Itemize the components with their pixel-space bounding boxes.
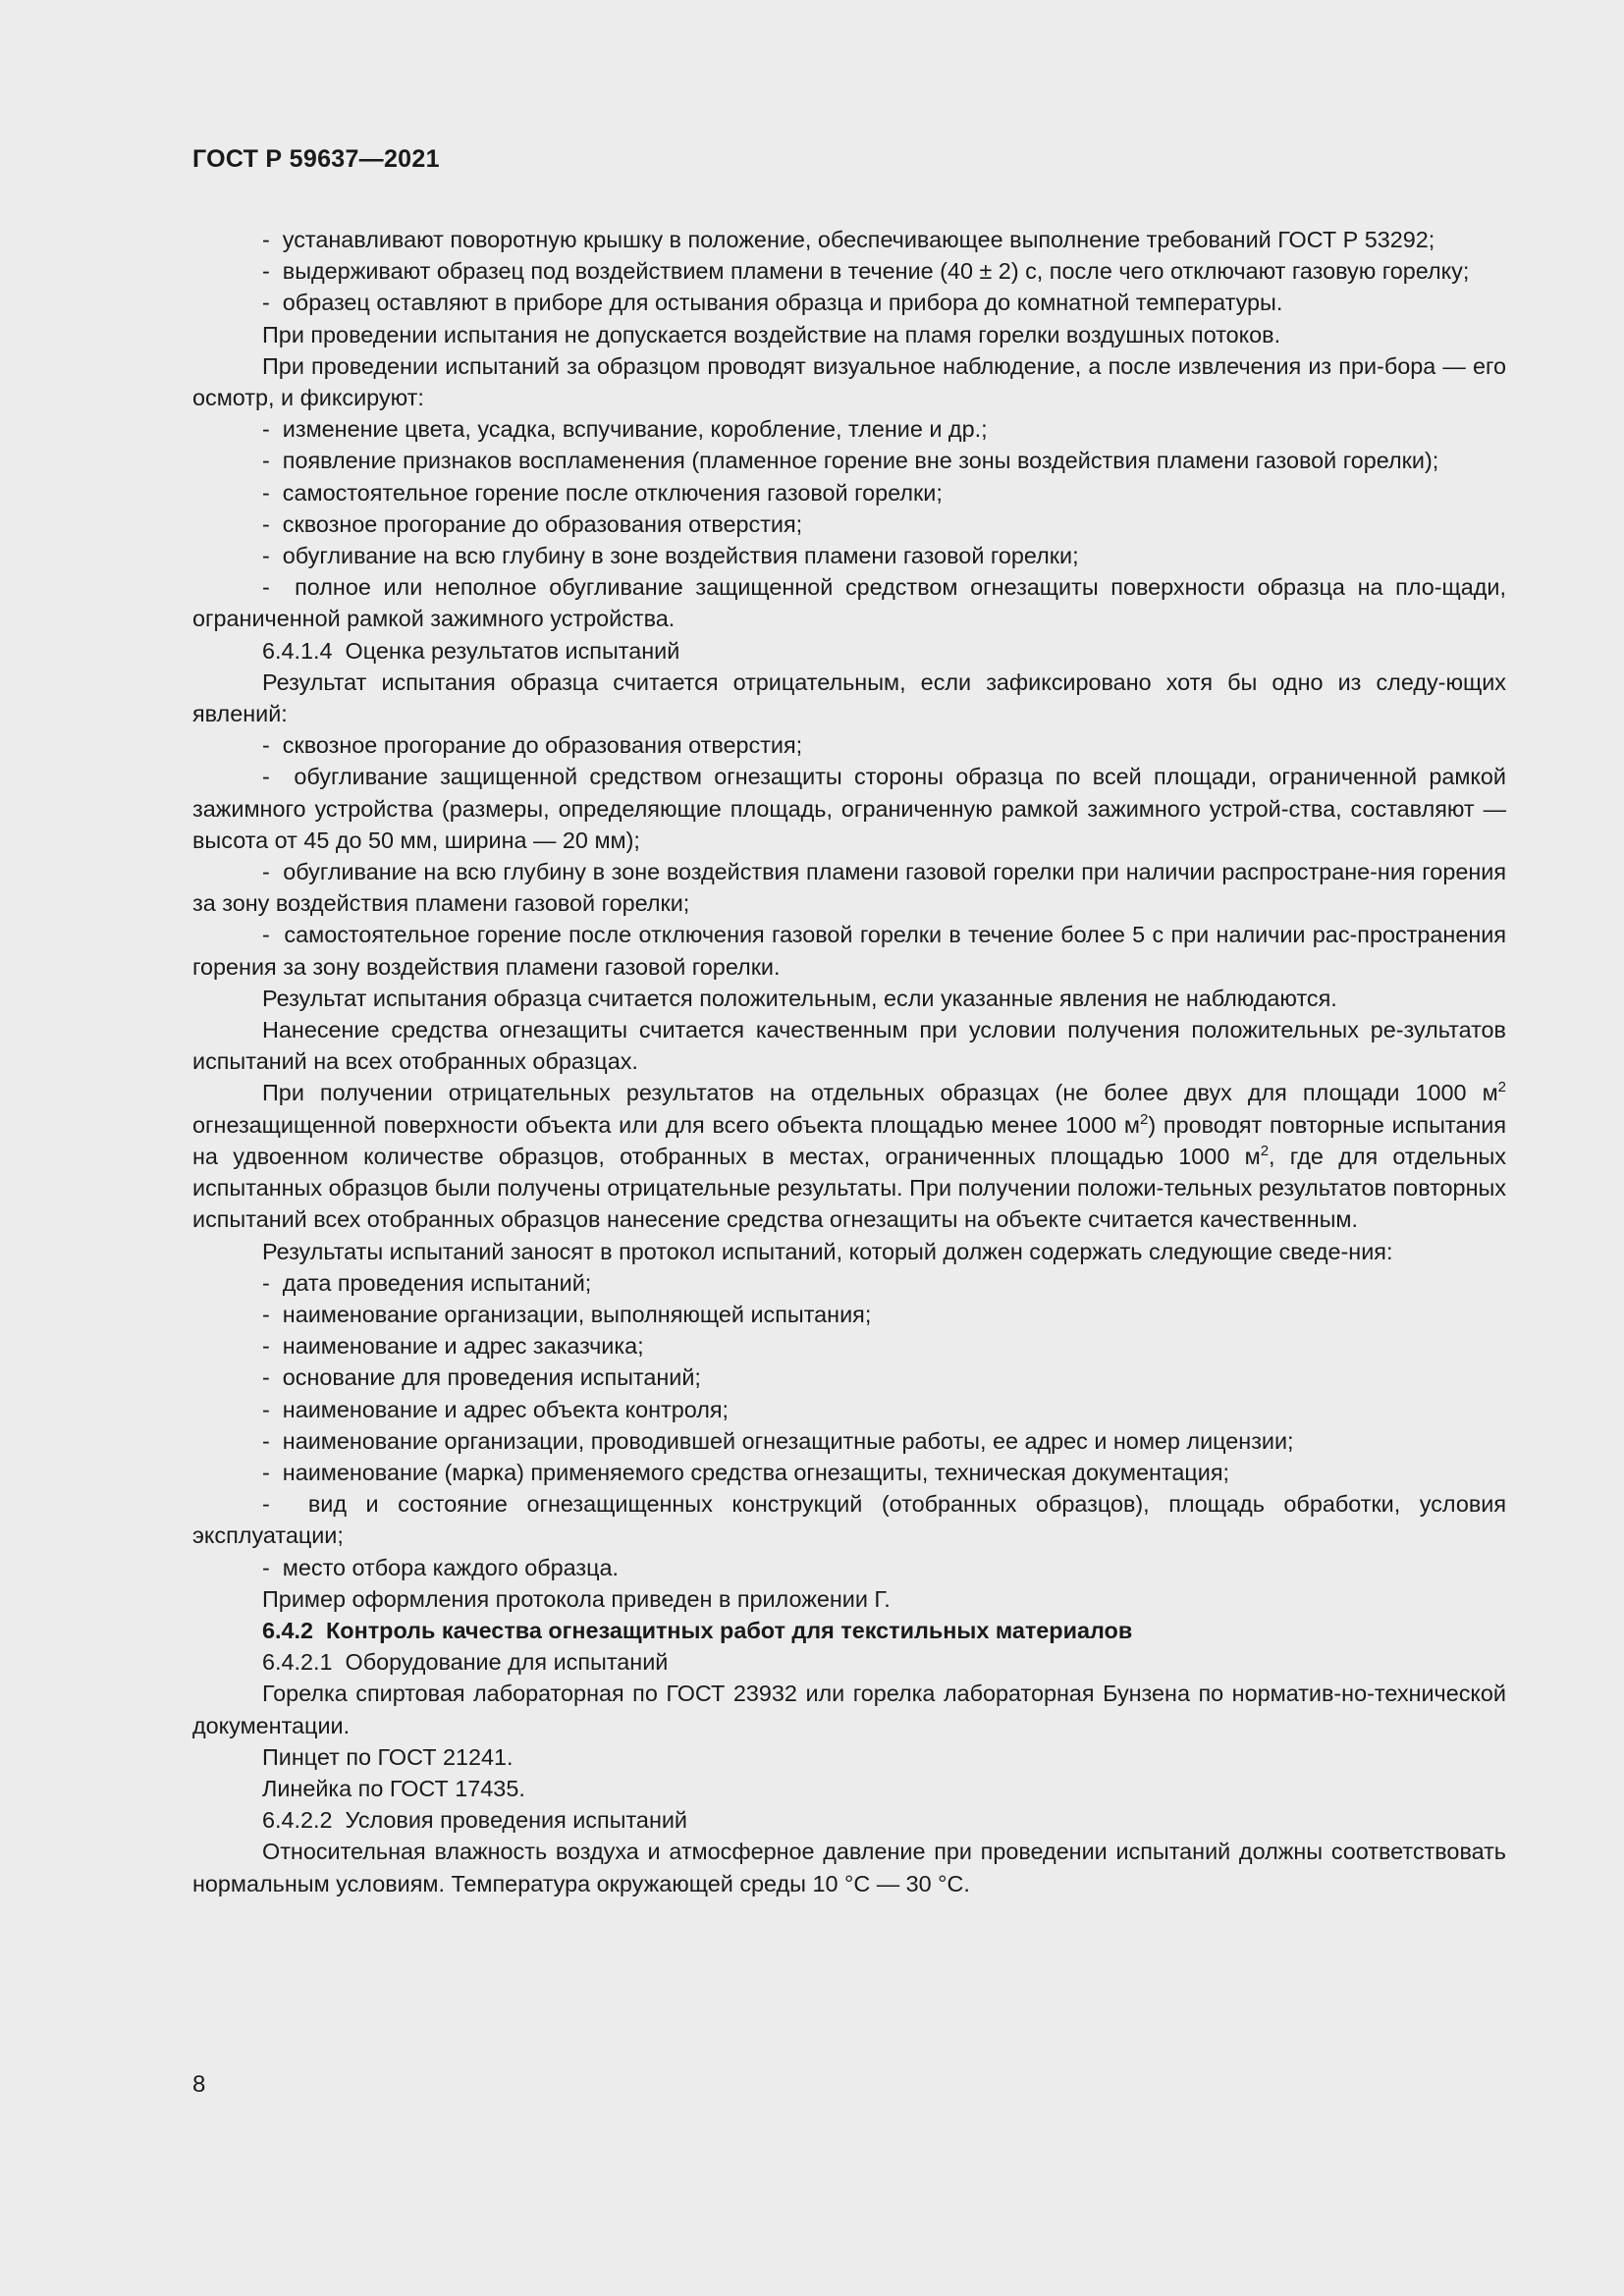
paragraph: - полное или неполное обугливание защищенной средством огнезащиты поверхности образца на пло-щади, ограниченной рамкой зажимного устройства. bbox=[192, 574, 1513, 632]
paragraph: - сквозное прогорание до образования отверстия; bbox=[262, 510, 803, 537]
paragraph: - наименование и адрес объекта контроля; bbox=[262, 1396, 730, 1422]
paragraph: Нанесение средства огнезащиты считается качественным при условии получения положительных ре-зультатов испытаний на всех отобранных образцах. bbox=[192, 1017, 1513, 1075]
paragraph: - устанавливают поворотную крышку в положение, обеспечивающее выполнение требований ГОСТ Р 53292; bbox=[262, 227, 1435, 252]
paragraph: Результат испытания образца считается положительным, если указанные явления не наблюдаются. bbox=[262, 985, 1337, 1011]
document-body bbox=[192, 224, 1513, 1899]
paragraph: - сквозное прогорание до образования отверстия; bbox=[262, 732, 803, 759]
paragraph: - дата проведения испытаний; bbox=[262, 1269, 592, 1296]
paragraph: Пинцет по ГОСТ 21241. bbox=[262, 1743, 514, 1770]
section-heading: 6.4.1.4 Оценка результатов испытаний bbox=[262, 637, 680, 664]
paragraph: - самостоятельное горение после отключения газовой горелки в течение более 5 с при наличии рас-пространения горения за зону воздействия пламени газовой горелки. bbox=[192, 922, 1513, 980]
section-heading: 6.4.2.1 Оборудование для испытаний bbox=[262, 1649, 669, 1676]
text-run: огнезащищенной поверхности объекта или для всего объекта площадью менее 1000 м bbox=[192, 1080, 1513, 1138]
paragraph-with-superscripts bbox=[192, 1077, 1513, 1235]
paragraph: - обугливание на всю глубину в зоне воздействия пламени газовой горелки; bbox=[262, 543, 1079, 569]
superscript: 2 bbox=[1260, 1142, 1270, 1159]
section-heading: 6.4.2.2 Условия проведения испытаний bbox=[262, 1807, 687, 1834]
paragraph: Горелка спиртовая лабораторная по ГОСТ 23932 или горелка лабораторная Бунзена по норматив-но-технической документации. bbox=[192, 1681, 1513, 1738]
text-run: ) проводят повторные испытания на удвоенном количестве образцов, отобранных в местах, ограниченных площадью 1000 м bbox=[192, 1111, 1513, 1169]
paragraph: Относительная влажность воздуха и атмосферное давление при проведении испытаний должны соответствовать нормальным условиям. Температура окружающей среды 10 °С — 30 °С. bbox=[192, 1839, 1513, 1896]
paragraph: - наименование и адрес заказчика; bbox=[262, 1333, 644, 1360]
page-header: ГОСТ Р 59637—2021 bbox=[192, 145, 440, 173]
paragraph: Результаты испытаний заносят в протокол испытаний, который должен содержать следующие сведе-ния: bbox=[262, 1238, 1393, 1264]
paragraph: При проведении испытаний за образцом проводят визуальное наблюдение, а после извлечения из при-бора — его осмотр, и фиксируют: bbox=[192, 352, 1513, 411]
subsection-heading: 6.4.2 Контроль качества огнезащитных работ для текстильных материалов bbox=[262, 1617, 1133, 1643]
paragraph: - место отбора каждого образца. bbox=[262, 1554, 620, 1580]
paragraph: Линейка по ГОСТ 17435. bbox=[262, 1775, 525, 1801]
paragraph: Пример оформления протокола приведен в приложении Г. bbox=[262, 1585, 891, 1612]
page-number: 8 bbox=[192, 2071, 206, 2098]
paragraph: - изменение цвета, усадка, вспучивание, коробление, тление и др.; bbox=[262, 416, 988, 443]
paragraph: - основание для проведения испытаний; bbox=[262, 1364, 701, 1391]
paragraph: При проведении испытания не допускается воздействие на пламя горелки воздушных потоков. bbox=[262, 321, 1281, 347]
superscript: 2 bbox=[1139, 1110, 1149, 1128]
paragraph: - выдерживают образец под воздействием пламени в течение (40 ± 2) с, после чего отключают газовую горелку; bbox=[262, 258, 1470, 285]
paragraph: - наименование (марка) применяемого средства огнезащиты, техническая документация; bbox=[262, 1459, 1229, 1485]
text-run: При получении отрицательных результатов на отдельных образцах (не более двух для площади 1000 м bbox=[262, 1080, 1498, 1106]
paragraph: - образец оставляют в приборе для остывания образца и прибора до комнатной температуры. bbox=[262, 290, 1283, 316]
paragraph: - появление признаков воспламенения (пламенное горение вне зоны воздействия пламени газовой горелки); bbox=[262, 448, 1439, 474]
paragraph: - вид и состояние огнезащищенных конструкций (отобранных образцов), площадь обработки, условия эксплуатации; bbox=[192, 1491, 1513, 1549]
paragraph: - обугливание защищенной средством огнезащиты стороны образца по всей площади, ограниченной рамкой зажимного устройства (размеры, определяющие площадь, ограниченную рамкой зажимного устрой-ства, составляют — высота от 45 до 50 мм, ширина — 20 мм); bbox=[192, 764, 1513, 853]
paragraph: - наименование организации, выполняющей испытания; bbox=[262, 1301, 872, 1327]
paragraph: - самостоятельное горение после отключения газовой горелки; bbox=[262, 479, 943, 506]
paragraph: Результат испытания образца считается отрицательным, если зафиксировано хотя бы одно из следу-ющих явлений: bbox=[192, 668, 1513, 727]
text-run: , где для отдельных испытанных образцов были получены отрицательные результаты. При получении положи-тельных результатов повторных испытаний всех отобранных образцов нанесение средства огнезащиты на объекте считается качественным. bbox=[192, 1143, 1513, 1233]
superscript: 2 bbox=[1497, 1079, 1506, 1096]
paragraph: - обугливание на всю глубину в зоне воздействия пламени газовой горелки при наличии распростране-ния горения за зону воздействия пламени газовой горелки; bbox=[192, 859, 1513, 917]
paragraph: - наименование организации, проводившей огнезащитные работы, ее адрес и номер лицензии; bbox=[262, 1427, 1294, 1454]
